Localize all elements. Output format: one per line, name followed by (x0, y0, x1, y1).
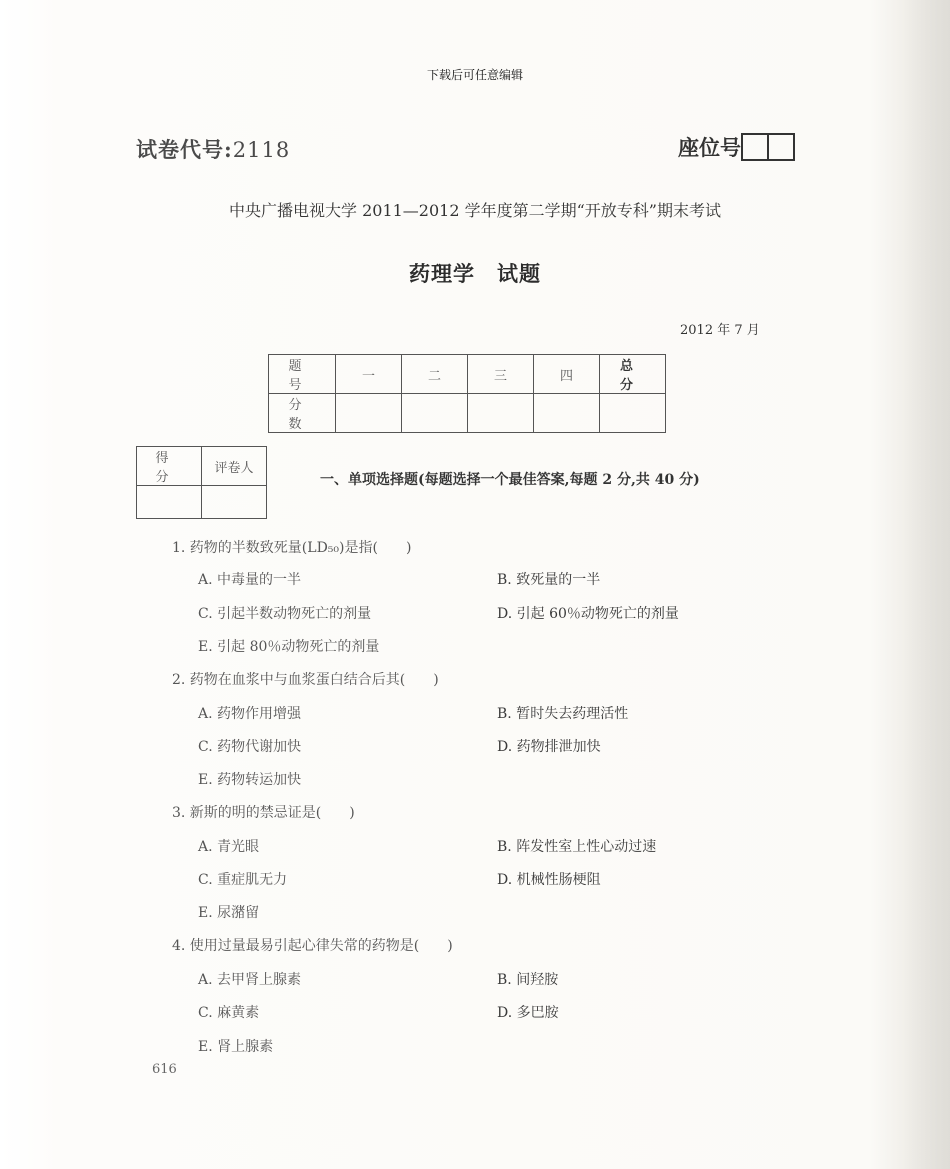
score-table-header-row (269, 355, 666, 394)
grader-blank-cell (202, 486, 267, 519)
exam-code-label: 试卷代号: (136, 137, 233, 162)
score-blank-cell (468, 394, 534, 433)
option: C. 引起半数动物死亡的剂量 (198, 606, 372, 622)
option: A. 药物作用增强 (198, 706, 302, 722)
score-blank-cell (600, 394, 666, 433)
option: D. 多巴胺 (497, 1005, 559, 1021)
exam-date: 2012 年 7 月 (680, 323, 760, 338)
option: D. 机械性肠梗阻 (497, 872, 601, 888)
option: B. 间羟胺 (497, 972, 559, 988)
exam-title: 药理学 试题 (409, 261, 541, 286)
grader-blank-cell (137, 486, 202, 519)
grader-name-label: 评卷人 (202, 447, 267, 486)
score-table-cell: 二 (402, 355, 468, 394)
score-table-cell: 题 号 (269, 355, 336, 394)
exam-code-value: 2118 (232, 138, 291, 162)
question-text: 3. 新斯的明的禁忌证是( ) (172, 805, 355, 821)
option: B. 致死量的一半 (497, 572, 601, 588)
option: E. 肾上腺素 (198, 1039, 274, 1055)
question-text: 2. 药物在血浆中与血浆蛋白结合后其( ) (172, 672, 439, 688)
option: C. 药物代谢加快 (198, 739, 302, 755)
score-table-cell: 四 (534, 355, 600, 394)
score-blank-cell (534, 394, 600, 433)
exam-subtitle: 中央广播电视大学 2011—2012 学年度第二学期“开放专科”期末考试 (229, 201, 721, 220)
question-text: 1. 药物的半数致死量(LD₅₀)是指( ) (172, 540, 412, 556)
score-table (268, 354, 671, 433)
seat-number-label: 座位号 (678, 135, 741, 160)
seat-box-2 (769, 133, 795, 161)
seat-number (678, 132, 795, 162)
option: A. 青光眼 (198, 839, 260, 855)
option: E. 药物转运加快 (198, 772, 302, 788)
score-table-cell: 总 分 (600, 355, 666, 394)
option: A. 中毒量的一半 (198, 572, 302, 588)
score-table-cell: 分 数 (269, 394, 336, 433)
score-table-cell: 三 (468, 355, 534, 394)
page-number: 616 (152, 1062, 177, 1077)
option: B. 阵发性室上性心动过速 (497, 839, 657, 855)
option: C. 麻黄素 (198, 1005, 260, 1021)
option: D. 药物排泄加快 (497, 739, 601, 755)
question-text: 4. 使用过量最易引起心律失常的药物是( ) (172, 938, 453, 954)
score-blank-cell (336, 394, 402, 433)
option: A. 去甲肾上腺素 (198, 972, 302, 988)
score-table-score-row (269, 394, 666, 433)
option: B. 暂时失去药理活性 (497, 706, 629, 722)
option: E. 引起 80％动物死亡的剂量 (198, 639, 380, 655)
exam-code (136, 134, 290, 164)
grader-table (136, 446, 267, 519)
seat-box-1 (741, 133, 769, 161)
score-table-cell: 一 (336, 355, 402, 394)
option: C. 重症肌无力 (198, 872, 288, 888)
page-edge-shadow (904, 0, 950, 1169)
grader-score-label: 得 分 (137, 447, 202, 486)
option: E. 尿潴留 (198, 905, 260, 921)
score-blank-cell (402, 394, 468, 433)
section-title: 一、单项选择题(每题选择一个最佳答案,每题 2 分,共 40 分) (320, 472, 700, 488)
download-note: 下载后可任意编辑 (426, 68, 523, 82)
option: D. 引起 60％动物死亡的剂量 (497, 606, 679, 622)
